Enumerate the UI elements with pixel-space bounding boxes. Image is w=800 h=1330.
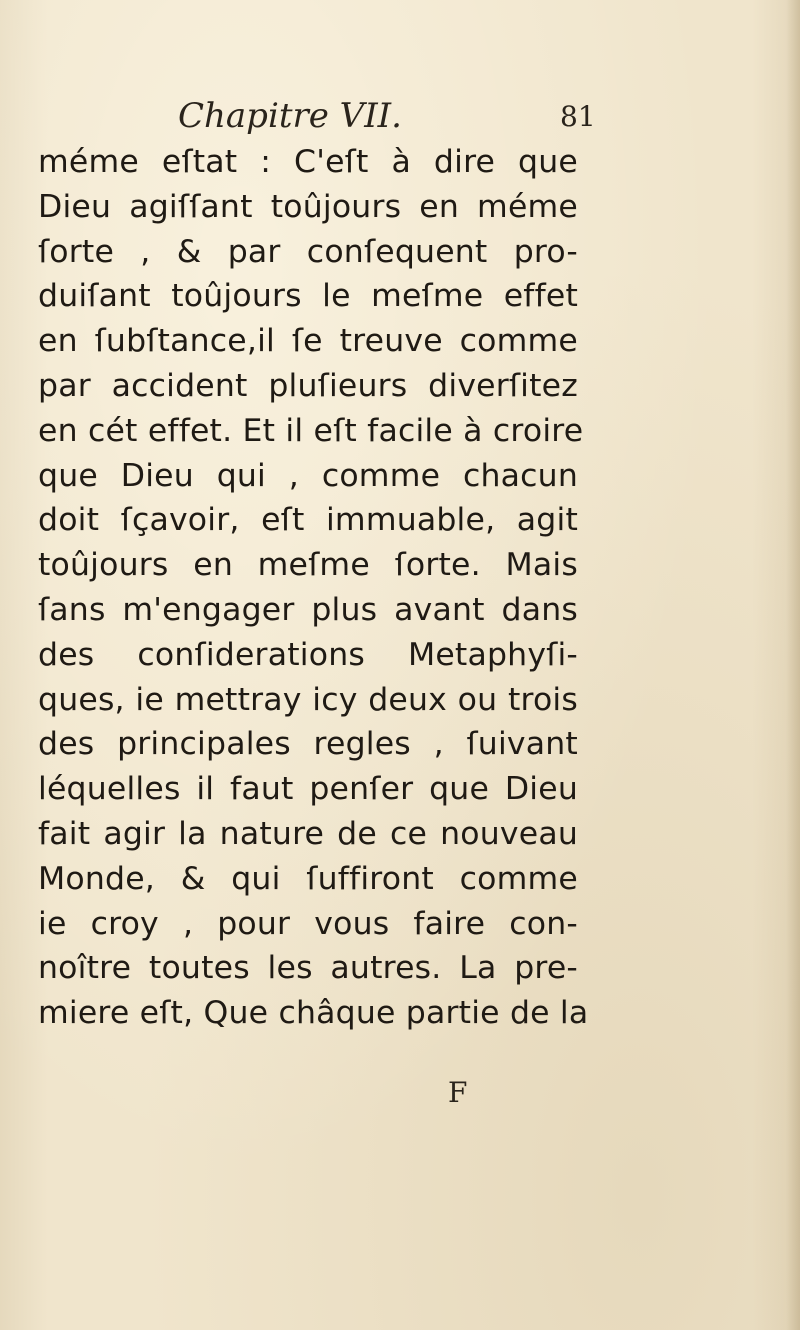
chapter-title: Chapitre VII.: [178, 96, 402, 136]
text-line: ie croy , pour vous faire con-: [38, 905, 578, 942]
text-line: ſans m'engager plus avant dans: [38, 591, 578, 628]
text-line: des principales regles , ſuivant: [38, 726, 578, 763]
text-line: que Dieu qui , comme chacun: [38, 457, 578, 494]
page-edge-shadow: [786, 0, 800, 1330]
text-line: noître toutes les autres. La pre-: [38, 950, 578, 987]
text-line: ques, ie mettray icy deux ou trois: [38, 681, 578, 718]
page-number: 81: [560, 100, 596, 133]
text-line: méme eſtat : C'eſt à dire que: [38, 144, 578, 180]
text-line: miere eſt, Que châque partie de la: [38, 995, 589, 1032]
text-line: toûjours en meſme ſorte. Mais: [38, 547, 578, 584]
text-line: fait agir la nature de ce nouveau: [38, 815, 578, 852]
text-line: duiſant toûjours le meſme effet: [38, 278, 578, 315]
running-head: [0, 96, 800, 146]
text-line: en ſubſtance,il ſe treuve comme: [38, 323, 578, 360]
signature-mark: F: [448, 1076, 468, 1109]
text-line: doit ſçavoir, eſt immuable, agit: [38, 502, 578, 539]
text-line: en cét effet. Et il eſt facile à croire: [38, 412, 584, 449]
text-line: des conſiderations Metaphyſi-: [38, 636, 578, 673]
text-line: Monde, & qui ſuffiront comme: [38, 860, 578, 897]
body-text: [38, 140, 589, 1036]
text-line: Dieu agiſſant toûjours en méme: [38, 188, 578, 225]
text-line: léquelles il faut penſer que Dieu: [38, 771, 578, 808]
text-line: ſorte , & par conſequent pro-: [38, 233, 578, 270]
text-line: par accident pluſieurs diverſitez: [38, 367, 578, 404]
